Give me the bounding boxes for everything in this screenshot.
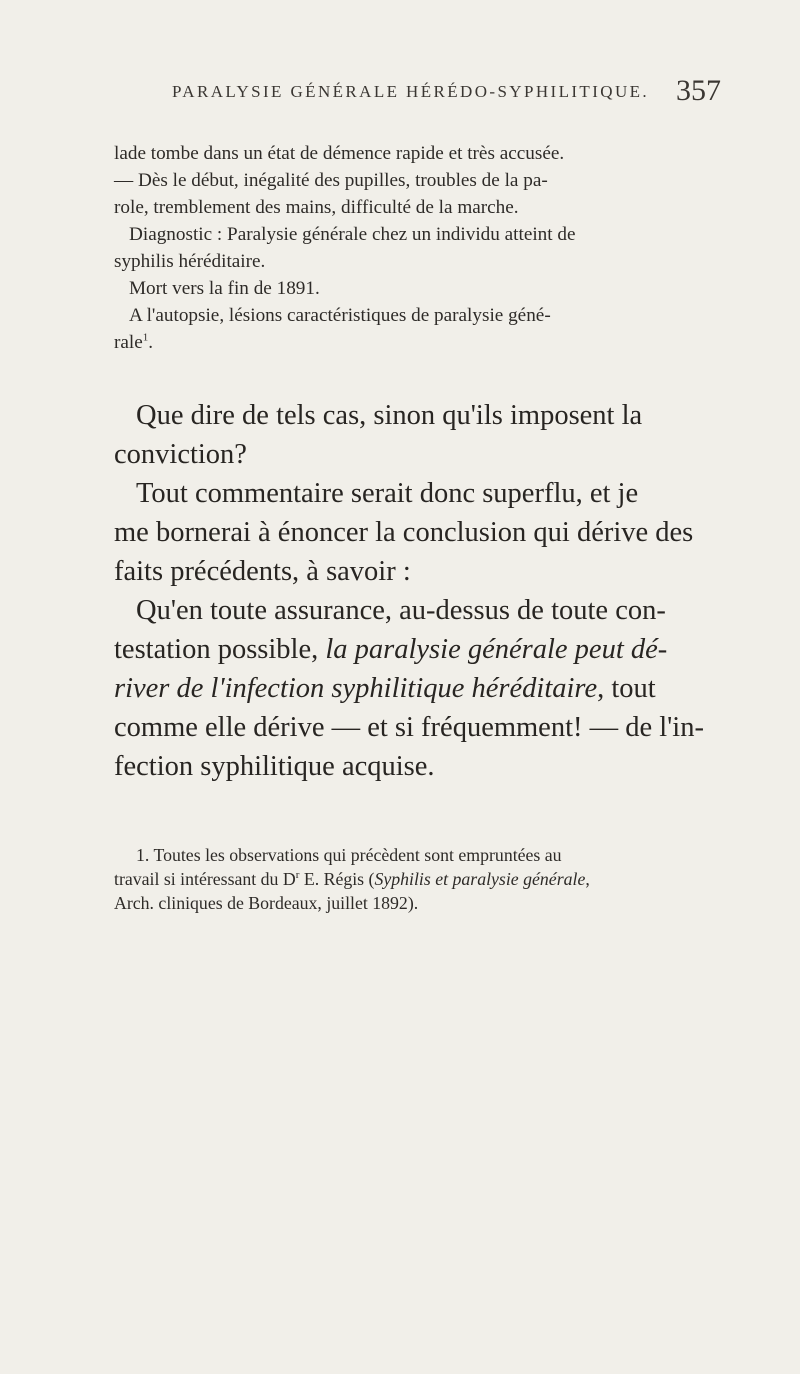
- text-line: Mort vers la fin de 1891.: [129, 278, 320, 299]
- footnote-reference[interactable]: 1: [142, 331, 149, 344]
- text-line: [114, 669, 744, 708]
- main-paragraph-1: [114, 396, 744, 474]
- diagnostic-paragraph: [114, 221, 744, 275]
- text-line: comme elle dérive — et si fréquemment! — de l'in-: [114, 712, 704, 743]
- autopsy-paragraph: [114, 302, 744, 356]
- text-line: A l'autopsie, lésions caractéristiques de paralysie géné-: [129, 305, 551, 326]
- text-line: Diagnostic : Paralysie générale chez un individu atteint de: [129, 224, 576, 245]
- italic-text: river de l'infection syphilitique héréditaire: [114, 673, 598, 704]
- running-title: PARALYSIE GÉNÉRALE HÉRÉDO-SYPHILITIQUE.: [172, 82, 650, 101]
- text-line: faits précédents, à savoir :: [114, 556, 411, 587]
- text-line: me bornerai à énoncer la conclusion qui dérive des: [114, 517, 694, 548]
- text-line: fection syphilitique acquise.: [114, 751, 435, 782]
- text-line: Qu'en toute assurance, au-dessus de toute con-: [136, 595, 666, 626]
- text-line: [114, 867, 754, 891]
- text-line: lade tombe dans un état de démence rapide et très accusée.: [114, 143, 565, 164]
- main-paragraph-3: [114, 591, 744, 786]
- cited-title: Syphilis et paralysie générale: [374, 869, 586, 889]
- text-fragment: Toutes les observations qui précèdent sont empruntées au: [149, 845, 562, 865]
- text-fragment: E. Régis (: [299, 869, 375, 889]
- text-fragment: .: [148, 332, 154, 353]
- text-line: — Dès le début, inégalité des pupilles, troubles de la pa-: [114, 170, 548, 191]
- text-line: role, tremblement des mains, difficulté de la marche.: [114, 197, 519, 218]
- text-line: conviction?: [114, 439, 247, 470]
- case-description: [114, 140, 744, 221]
- page-number: 357: [676, 74, 721, 107]
- text-fragment: travail si intéressant du D: [114, 869, 296, 889]
- text-line: Tout commentaire serait donc superflu, et je: [136, 478, 639, 509]
- italic-text: la paralysie générale peut dé-: [325, 634, 668, 665]
- footnote: [114, 843, 754, 915]
- text-line: Arch. cliniques de Bordeaux, juillet 1892).: [114, 893, 419, 913]
- text-line: [114, 329, 744, 356]
- text-fragment: rale: [114, 332, 143, 353]
- text-fragment: , tout: [597, 673, 656, 704]
- text-line: syphilis héréditaire.: [114, 251, 266, 272]
- main-paragraph-2: [114, 474, 744, 591]
- text-fragment: ,: [585, 869, 590, 889]
- death-paragraph: [114, 275, 744, 302]
- footnote-number: 1.: [136, 845, 150, 865]
- text-line: [114, 630, 744, 669]
- text-line: Que dire de tels cas, sinon qu'ils imposent la: [136, 400, 643, 431]
- superscript: r: [295, 869, 300, 882]
- text-line: [114, 843, 754, 867]
- text-fragment: testation possible,: [114, 634, 326, 665]
